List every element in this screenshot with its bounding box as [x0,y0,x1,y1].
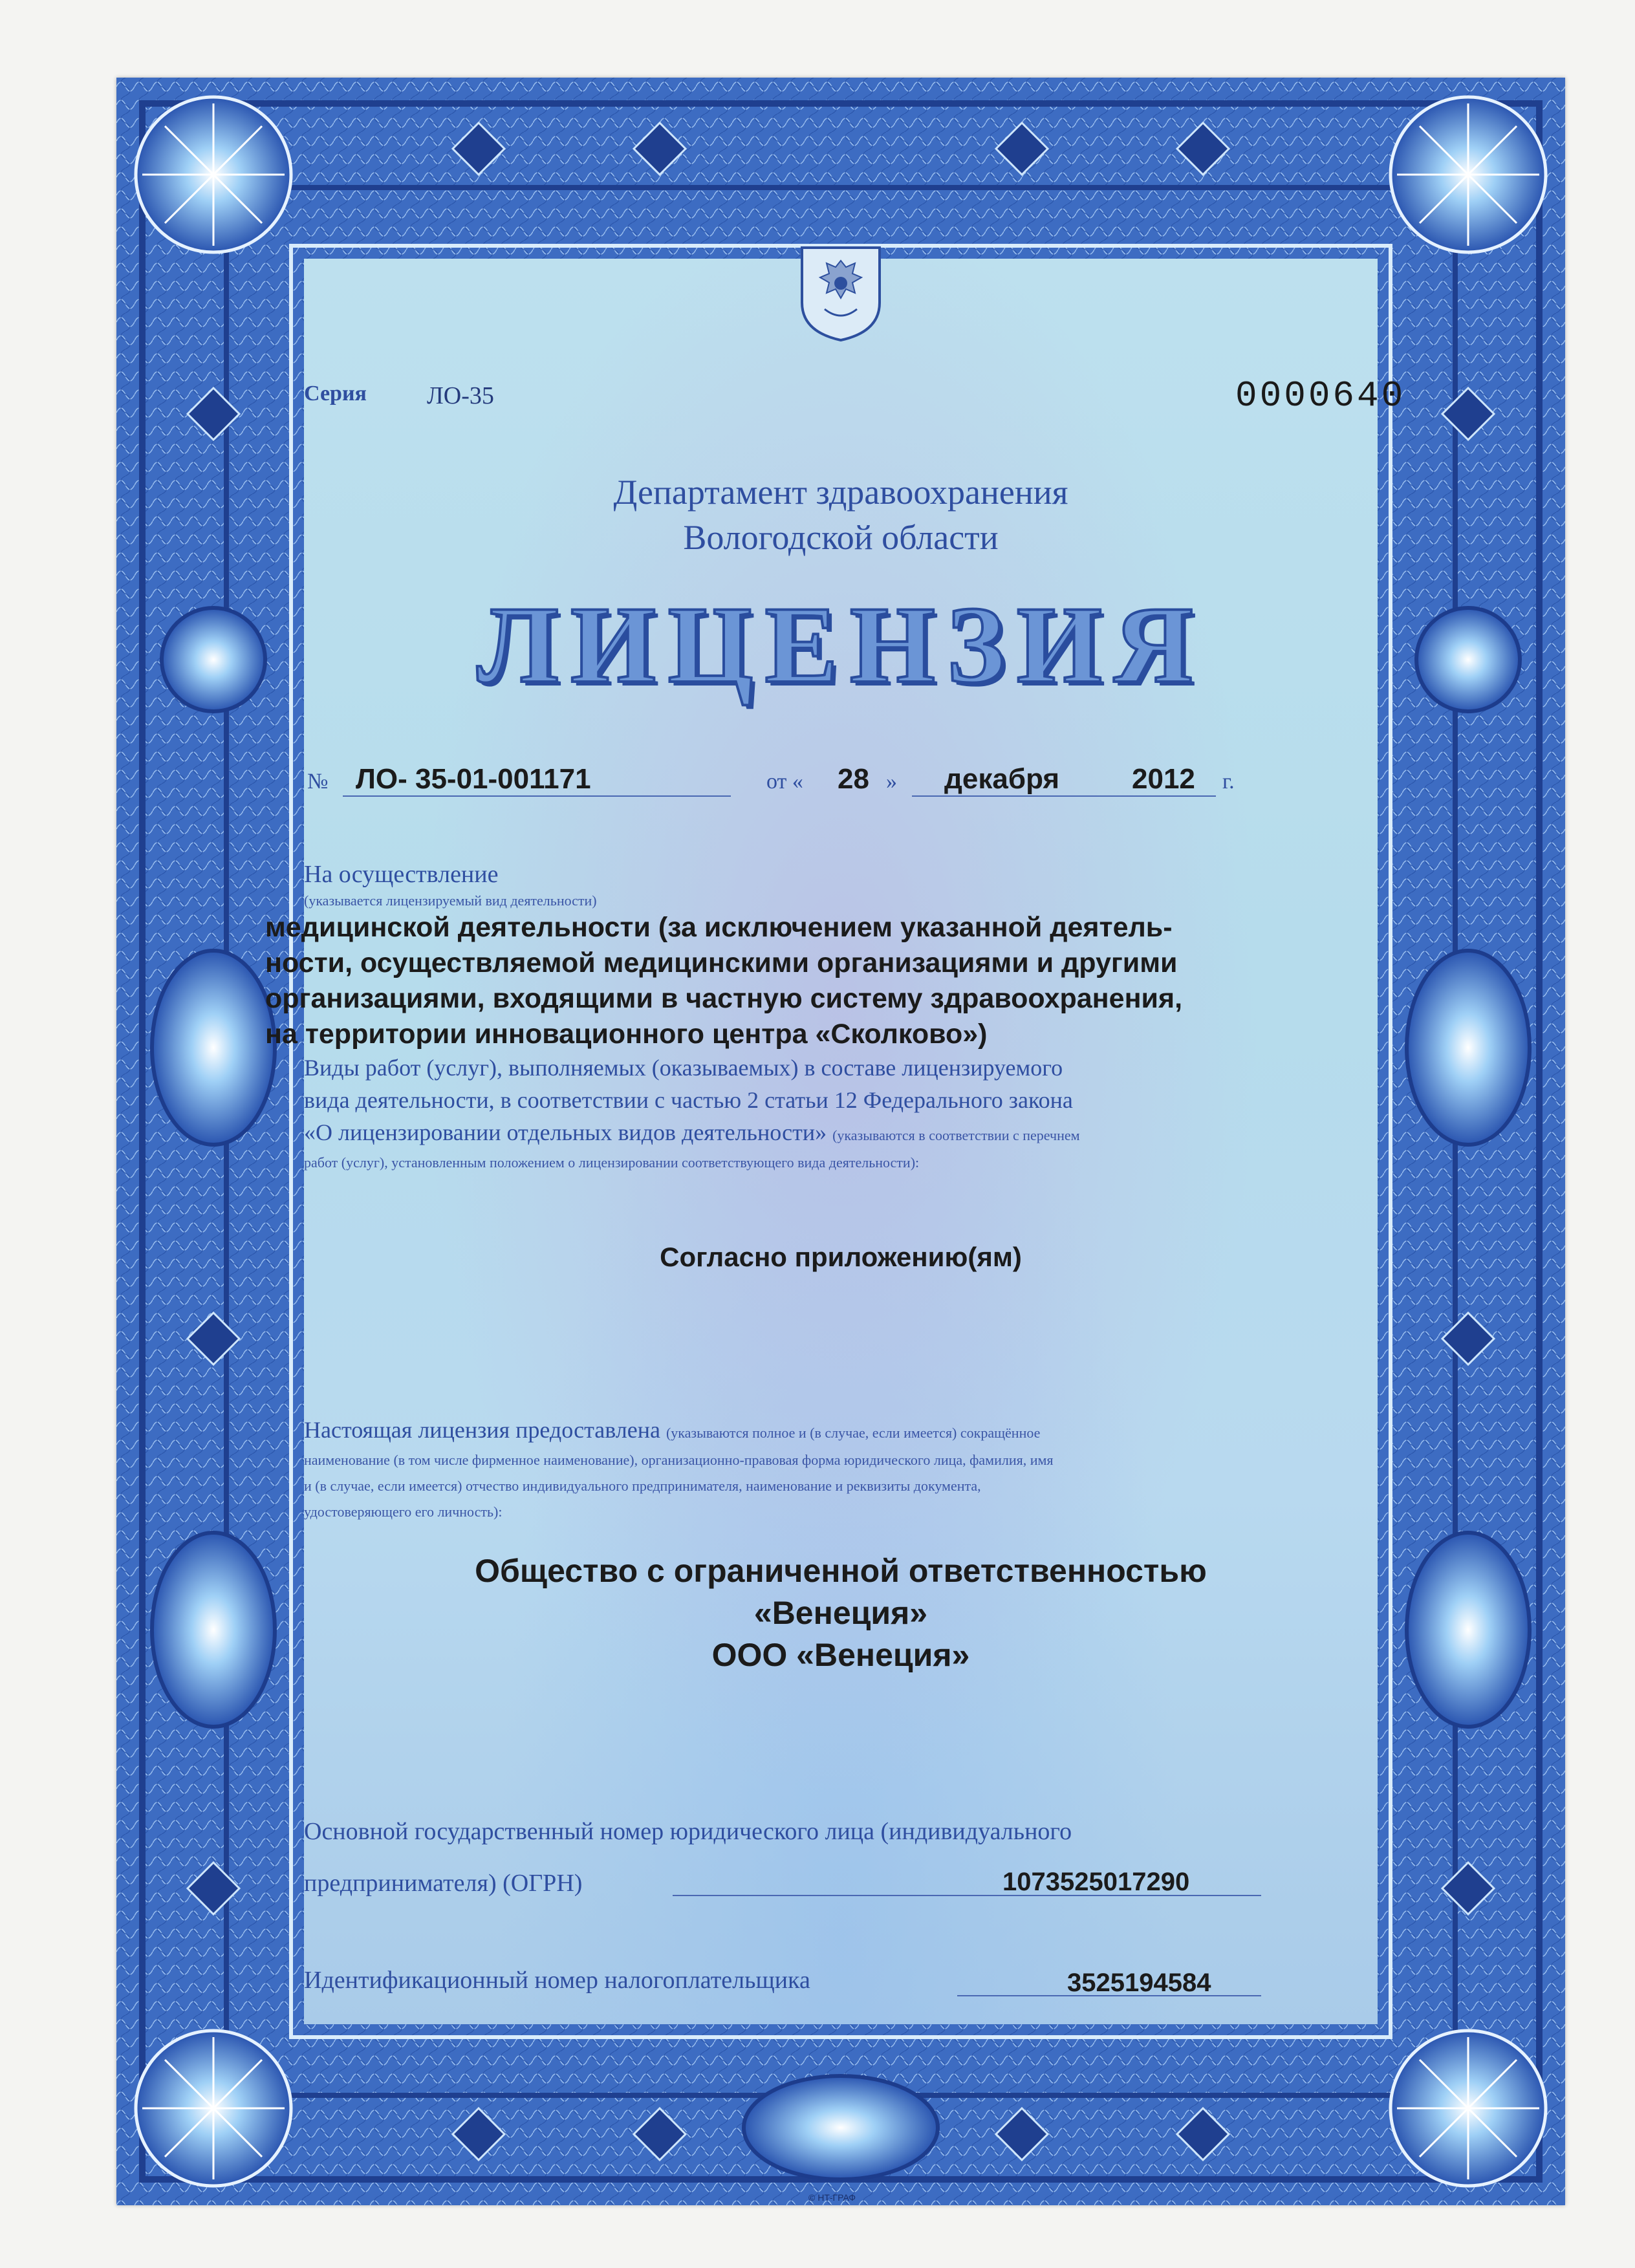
serial-number: 0000640 [1235,375,1406,416]
licensee-hint-1: (указываются полное и (в случае, если имеется) сокращённое [666,1425,1041,1441]
license-number-underline [343,795,731,797]
works-value: Согласно приложению(ям) [660,1242,1022,1272]
works-line-3-main: «О лицензировании отдельных видов деятельности» [304,1119,827,1145]
ogrn-label-line-2: предпринимателя) (ОГРН) [304,1870,583,1897]
licensee-hint-2: наименование (в том числе фирменное наименование), организационно-правовая форма юридического лица, фамилия, имя [304,1452,1054,1468]
license-number-prefix: № [307,770,329,794]
works-line-2: вида деятельности, в соответствии с частью 2 статьи 12 Федерального закона [304,1087,1073,1113]
coat-of-arms-emblem [799,244,883,341]
works-line-3-hint: (указываются в соответствии с перечнем [832,1127,1080,1143]
date-year: 2012 [1132,763,1195,795]
licensee-line-1 [304,1416,1040,1443]
date-day: 28 [838,763,869,795]
inn-label: Идентификационный номер налогоплательщика [304,1967,810,1994]
license-sheet [116,78,1565,2205]
series-value: ЛО-35 [427,382,494,409]
issuer-line-1: Департамент здравоохранения [613,473,1068,512]
activity-line-1: медицинской деятельности (за исключением указанной деятель- [265,912,1173,943]
date-year-suffix: г. [1222,770,1235,794]
series-label: Серия [304,382,367,405]
works-line-3 [304,1119,1080,1146]
printer-mark: © НТ-ГРАФ [808,2192,856,2203]
document-title: ЛИЦЕНЗИЯ [477,584,1205,706]
issuer-line-2: Вологодской области [683,518,999,557]
licensee-label: Настоящая лицензия предоставлена [304,1417,660,1443]
licensee-name-line-3: ООО «Венеция» [711,1637,970,1673]
activity-line-4: на территории инновационного центра «Сколково») [265,1019,988,1050]
activity-line-3: организациями, входящими в частную систему здравоохранения, [265,983,1183,1014]
date-underline [912,795,1216,797]
activity-line-2: ности, осуществляемой медицинскими организациями и другими [265,947,1178,978]
activity-label: На осуществление [304,861,499,888]
license-number: ЛО- 35-01-001171 [356,763,591,795]
works-line-1: Виды работ (услуг), выполняемых (оказываемых) в составе лицензируемого [304,1055,1063,1081]
activity-hint: (указывается лицензируемый вид деятельности) [304,892,597,909]
licensee-name-line-1: Общество с ограниченной ответственностью [475,1553,1207,1589]
licensee-hint-3: и (в случае, если имеется) отчество индивидуального предпринимателя, наименование и реквизиты документа, [304,1478,981,1494]
licensee-name-line-2: «Венеция» [753,1595,928,1631]
inn-value: 3525194584 [1067,1969,1211,1997]
ogrn-value: 1073525017290 [1002,1868,1190,1896]
works-line-4-hint: работ (услуг), установленным положением о лицензировании соответствующего вида деятельности): [304,1154,920,1171]
license-body [265,259,1406,2024]
date-day-close: » [886,770,897,794]
date-month: декабря [944,763,1060,795]
ogrn-label-line-1: Основной государственный номер юридического лица (индивидуального [304,1818,1072,1845]
date-prefix: от « [766,770,803,794]
licensee-hint-4: удостоверяющего его личность): [304,1504,503,1520]
